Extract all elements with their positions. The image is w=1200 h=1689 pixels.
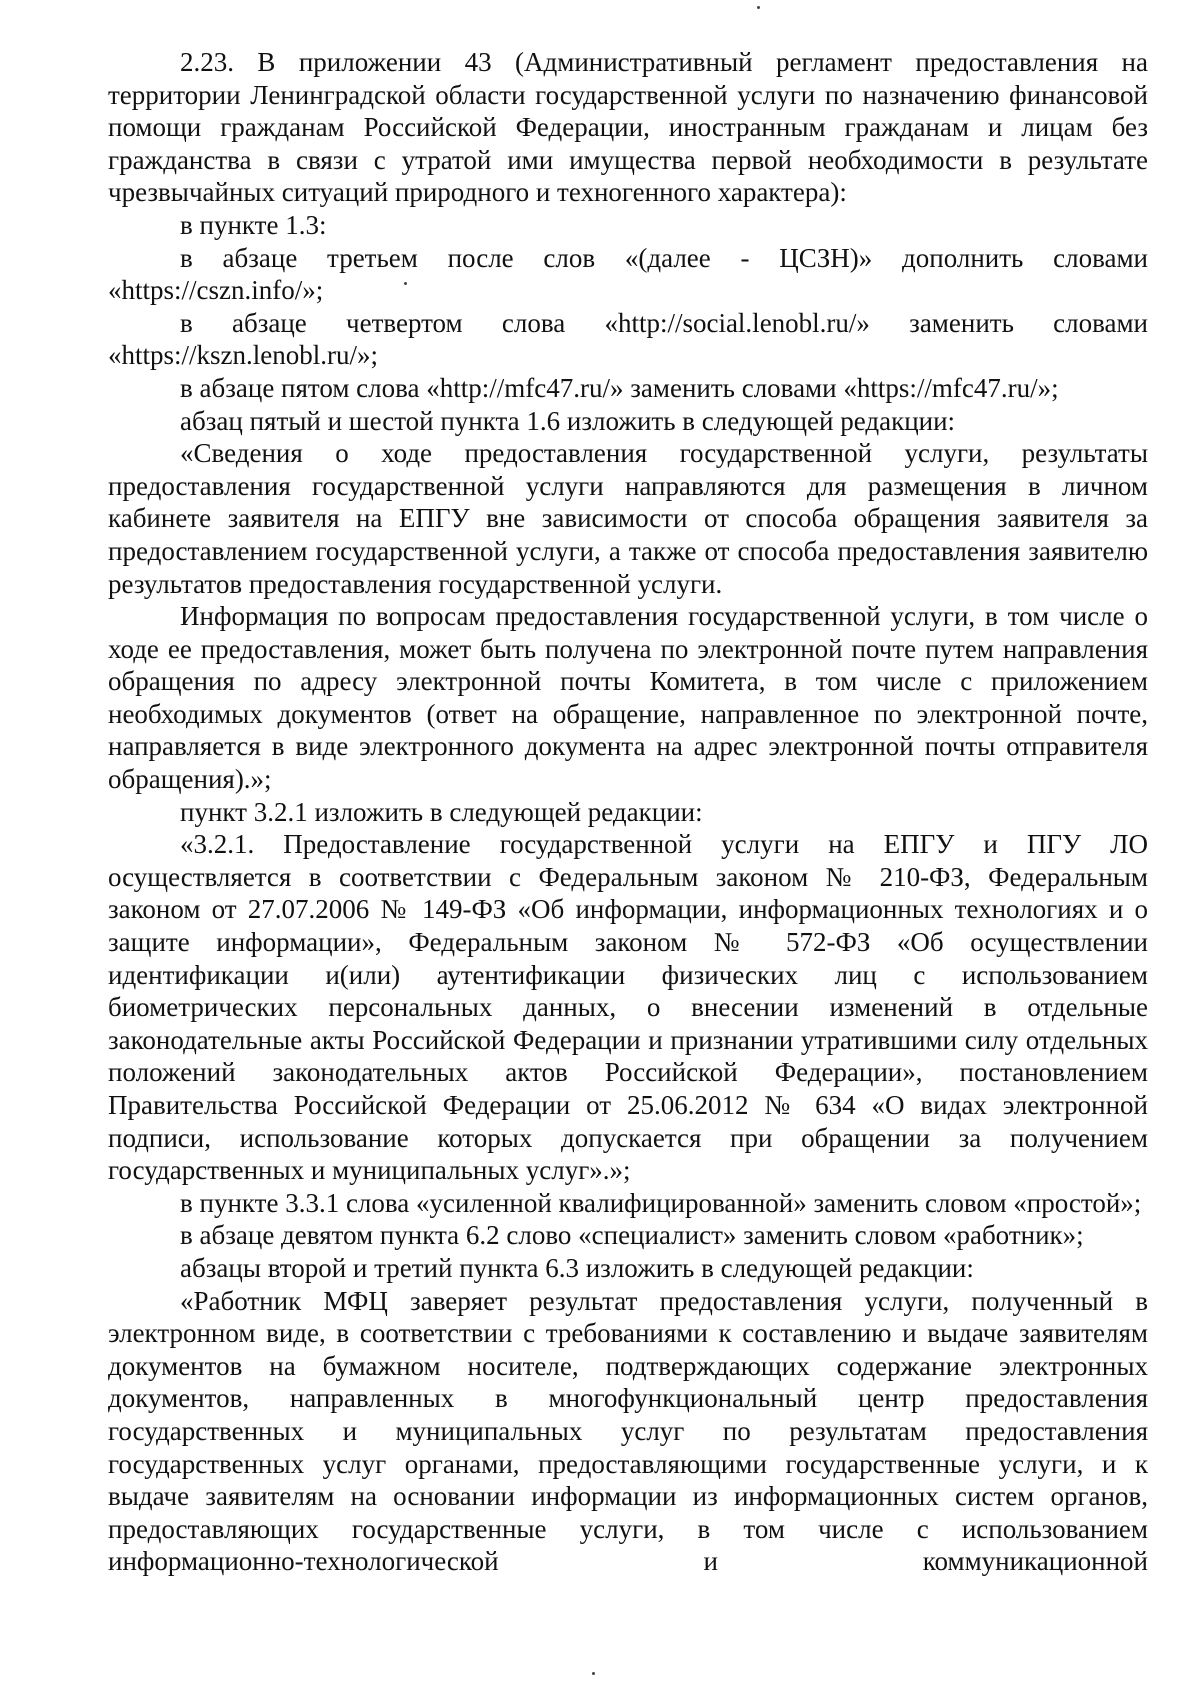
paragraph-point-6-3: абзацы второй и третий пункта 6.3 изложить в следующей редакции: — [180, 1252, 974, 1283]
paragraph-informaciya: Информация по вопросам предоставления государственной услуги, в том числе о ходе ее предоставления, может быть получена по электронной почте путем направления обращения по адресу электронной почты Комитета, в том числе с приложением необходимых документов (ответ на обращение, направленное по электронной почте, направляется в виде электронного документа на адрес электронной почты отправителя обращения).»; — [108, 601, 1148, 795]
paragraph-3-2-1-text: «3.2.1. Предоставление государственной услуги на ЕПГУ и ПГУ ЛО осуществляется в соответствии с Федеральным законом № 210-ФЗ, Федеральным законом от 27.07.2006 № 149-ФЗ «Об информации, информационных технологиях и о защите информации», Федеральным законом № 572-ФЗ «Об осуществлении идентификации и(или) аутентификации физических лиц с использованием биометрических персональных данных, о внесении изменений в отдельные законодательные акты Российской Федерации и признании утратившими силу отдельных положений законодательных актов Российской Федерации», постановлением Правительства Российской Федерации от 25.06.2012 № 634 «О видах электронной подписи, использование которых допускается при обращении за получением государственных и муниципальных услуг».»; — [108, 829, 1148, 1186]
paragraph-svedeniya: «Сведения о ходе предоставления государственной услуги, результаты предоставления государственной услуги направляются для размещения в личном кабинете заявителя на ЕПГУ вне зависимости от способа обращения заявителя за предоставлением государственной услуги, а также от способа предоставления заявителю результатов предоставления государственной услуги. — [108, 438, 1148, 599]
paragraph-point-1-6: абзац пятый и шестой пункта 1.6 изложить в следующей редакции: — [180, 405, 956, 436]
paragraph-point-1-3: в пункте 1.3: — [180, 209, 327, 240]
scan-speck — [404, 282, 407, 285]
paragraph-point-3-3-1: в пункте 3.3.1 слова «усиленной квалифицированной» заменить словом «простой»; — [180, 1187, 1142, 1218]
document-text — [108, 46, 1148, 1578]
paragraph-abzac-third: в абзаце третьем после слов «(далее - ЦСЗН)» дополнить словами «https://cszn.info/»; — [108, 242, 1148, 306]
scan-speck — [592, 1672, 595, 1675]
scan-speck — [757, 6, 760, 9]
paragraph-abzac-fourth: в абзаце четвертом слова «http://social.lenobl.ru/» заменить словами «https://kszn.lenobl.ru/»; — [108, 307, 1148, 371]
paragraph-2-23: 2.23. В приложении 43 (Административный регламент предоставления на территории Ленинградской области государственной услуги по назначению финансовой помощи гражданам Российской Федерации, иностранным гражданам и лицам без гражданства в связи с утратой ими имущества первой необходимости в результате чрезвычайных ситуаций природного и техногенного характера): — [108, 47, 1148, 208]
paragraph-rabotnik-mfc: «Работник МФЦ заверяет результат предоставления услуги, полученный в электронном виде, в соответствии с требованиями к составлению и выдаче заявителям документов на бумажном носителе, подтверждающих содержание электронных документов, направленных в многофункциональный центр предоставления государственных и муниципальных услуг по результатам предоставления государственных услуг органами, предоставляющими государственные услуги, и к выдаче заявителям на основании информации из информационных систем органов, предоставляющих государственные услуги, в том числе с использованием информационно-технологической и коммуникационной — [108, 1285, 1148, 1577]
paragraph-point-3-2-1: пункт 3.2.1 изложить в следующей редакции: — [180, 796, 703, 827]
paragraph-point-6-2: в абзаце девятом пункта 6.2 слово «специалист» заменить словом «работник»; — [180, 1220, 1084, 1251]
paragraph-abzac-fifth: в абзаце пятом слова «http://mfc47.ru/» заменить словами «https://mfc47.ru/»; — [180, 372, 1059, 403]
